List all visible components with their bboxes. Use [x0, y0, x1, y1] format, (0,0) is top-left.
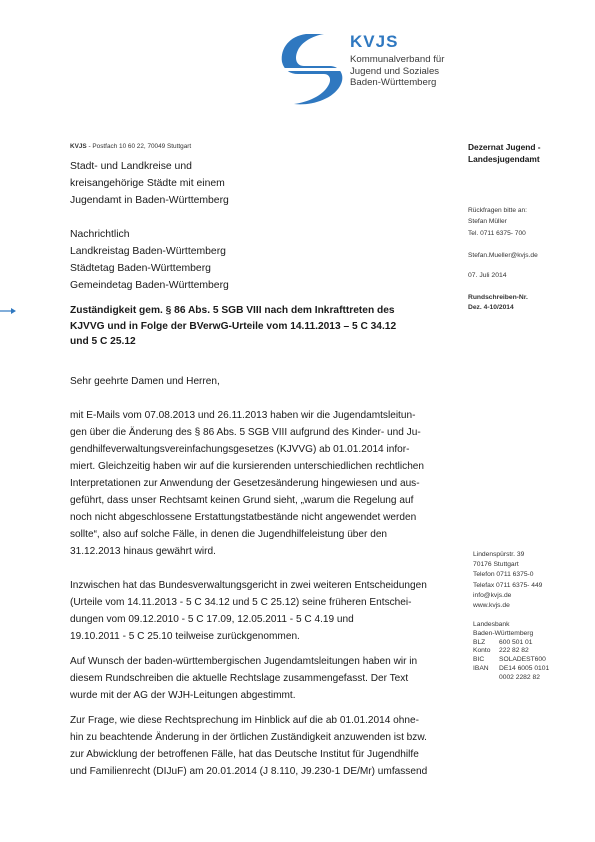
- salutation: Sehr geehrte Damen und Herren,: [70, 376, 220, 387]
- bank-row: Konto 222 82 82: [473, 647, 529, 655]
- recipient-line: Stadt- und Landkreise und: [70, 161, 192, 172]
- cc-line: Gemeindetag Baden-Württemberg: [70, 280, 229, 291]
- subject-heading: Zuständigkeit gem. § 86 Abs. 5 SGB VIII nach dem Inkrafttreten des KJVVG und in Folge der BVerwG-Urteile vom 14.11.2013 – 5 C 34.12 und 5 C 25.12: [70, 305, 397, 348]
- bank-row: IBAN DE14 6005 0101: [473, 664, 550, 672]
- contact-phone: Tel. 0711 6375- 700: [468, 229, 526, 237]
- paragraph-2: Inzwischen hat das Bundesverwaltungsgericht in zwei weiteren Entscheidungen (Urteile vom 14.11.2013 - 5 C 34.12 und 5 C 25.12) seine früheren Entschei- dungen vom 09.12.2010 - 5 C 17.09, 12.05.2011 - 5 C 4.19 und 19.10.2011 - 5 C 25.10 teilweise zurückgenommen.: [70, 580, 427, 642]
- cc-line: Landkreistag Baden-Württemberg: [70, 246, 226, 257]
- contact-email: Stefan.Mueller@kvjs.de: [468, 252, 538, 260]
- cc-label: Nachrichtlich: [70, 229, 130, 240]
- kvjs-logo-mark-icon: [276, 30, 348, 108]
- sender-address-line: KVJS - Postfach 10 60 22, 70049 Stuttgart: [70, 143, 192, 150]
- contact-name: Stefan Müller: [468, 218, 507, 226]
- contact-label: Rückfragen bitte an:: [468, 207, 528, 214]
- paragraph-4: Zur Frage, wie diese Rechtsprechung im Hinblick auf die ab 01.01.2014 ohne- hin zu beachtende Änderung in der örtlichen Zuständigkeit anzuwenden ist bzw. zur Abwicklung der betroffenen Fälle, hat das Deutsche Institut für Jugendhilfe und Familienrecht (DIJuF) am 20.01.2014 (J 8.110, J9.230-1 DE/Mr) umfassend: [70, 715, 428, 777]
- recipient-line: Jugendamt in Baden-Württemberg: [70, 195, 229, 206]
- paragraph-3: Auf Wunsch der baden-württembergischen Jugendamtsleitungen haben wir in diesem Rundschreiben die aktuelle Rechtslage zusammengefasst. Der Text wurde mit der AG der WJH-Leitungen abgestimmt.: [70, 656, 418, 701]
- recipient-block: [70, 158, 450, 294]
- paragraph-1: mit E-Mails vom 07.08.2013 und 26.11.2013 haben wir die Jugendamtsleitun- gen über die Änderung des § 86 Abs. 5 SGB VIII aufgrund des Kinder- und Ju- gendhilfeverwaltungsvereinfachungsgesetzes (KJVVG) ab 01.01.2014 infor- miert. Gleichzeitig haben wir auf die kursierenden unterschiedlichen rechtlichen Interpretationen zur Anwendung der Gesetzesänderung hingewiesen und aus- geführt, dass unser Rechtsamt keinen Grund sieht, „warum die Regelung auf noch nicht abgeschlossene Erstattungstatbestände nicht angewendet werden sollte“, also auf solche Fälle, in denen die Jugendhilfeleistung über den 31.12.2013 hinaus gewährt wird.: [70, 410, 425, 557]
- bank-details: Landesbank Baden-Württemberg BLZ 600 501 01 Konto 222 82 82 BIC SOLADEST600 IBAN DE14 6005 0101 0002 2282 82: [473, 621, 593, 683]
- department-heading: Dezernat Jugend - Landesjugendamt: [468, 142, 541, 164]
- bank-row: BIC SOLADEST600: [473, 656, 546, 664]
- kvjs-logo: [276, 30, 456, 110]
- fold-mark-arrow-icon: [0, 306, 16, 316]
- footer-address: Lindenspürstr. 39 70176 Stuttgart Telefon 0711 6375-0 Telefax 0711 6375- 449 info@kvjs.de www.kvjs.de: [473, 551, 543, 610]
- letter-date: 07. Juli 2014: [468, 272, 507, 279]
- logo-wordmark: KVJS: [350, 32, 399, 51]
- circular-number-block: Rundschreiben-Nr. Dez. 4-10/2014: [468, 294, 528, 311]
- contact-block: [468, 205, 583, 261]
- logo-org-name: Kommunalverband für Jugend und Soziales Baden-Württemberg: [350, 54, 445, 88]
- cc-line: Städtetag Baden-Württemberg: [70, 263, 211, 274]
- recipient-line: kreisangehörige Städte mit einem: [70, 178, 225, 189]
- bank-row: BLZ 600 501 01: [473, 638, 533, 646]
- bank-row: 0002 2282 82: [499, 673, 540, 681]
